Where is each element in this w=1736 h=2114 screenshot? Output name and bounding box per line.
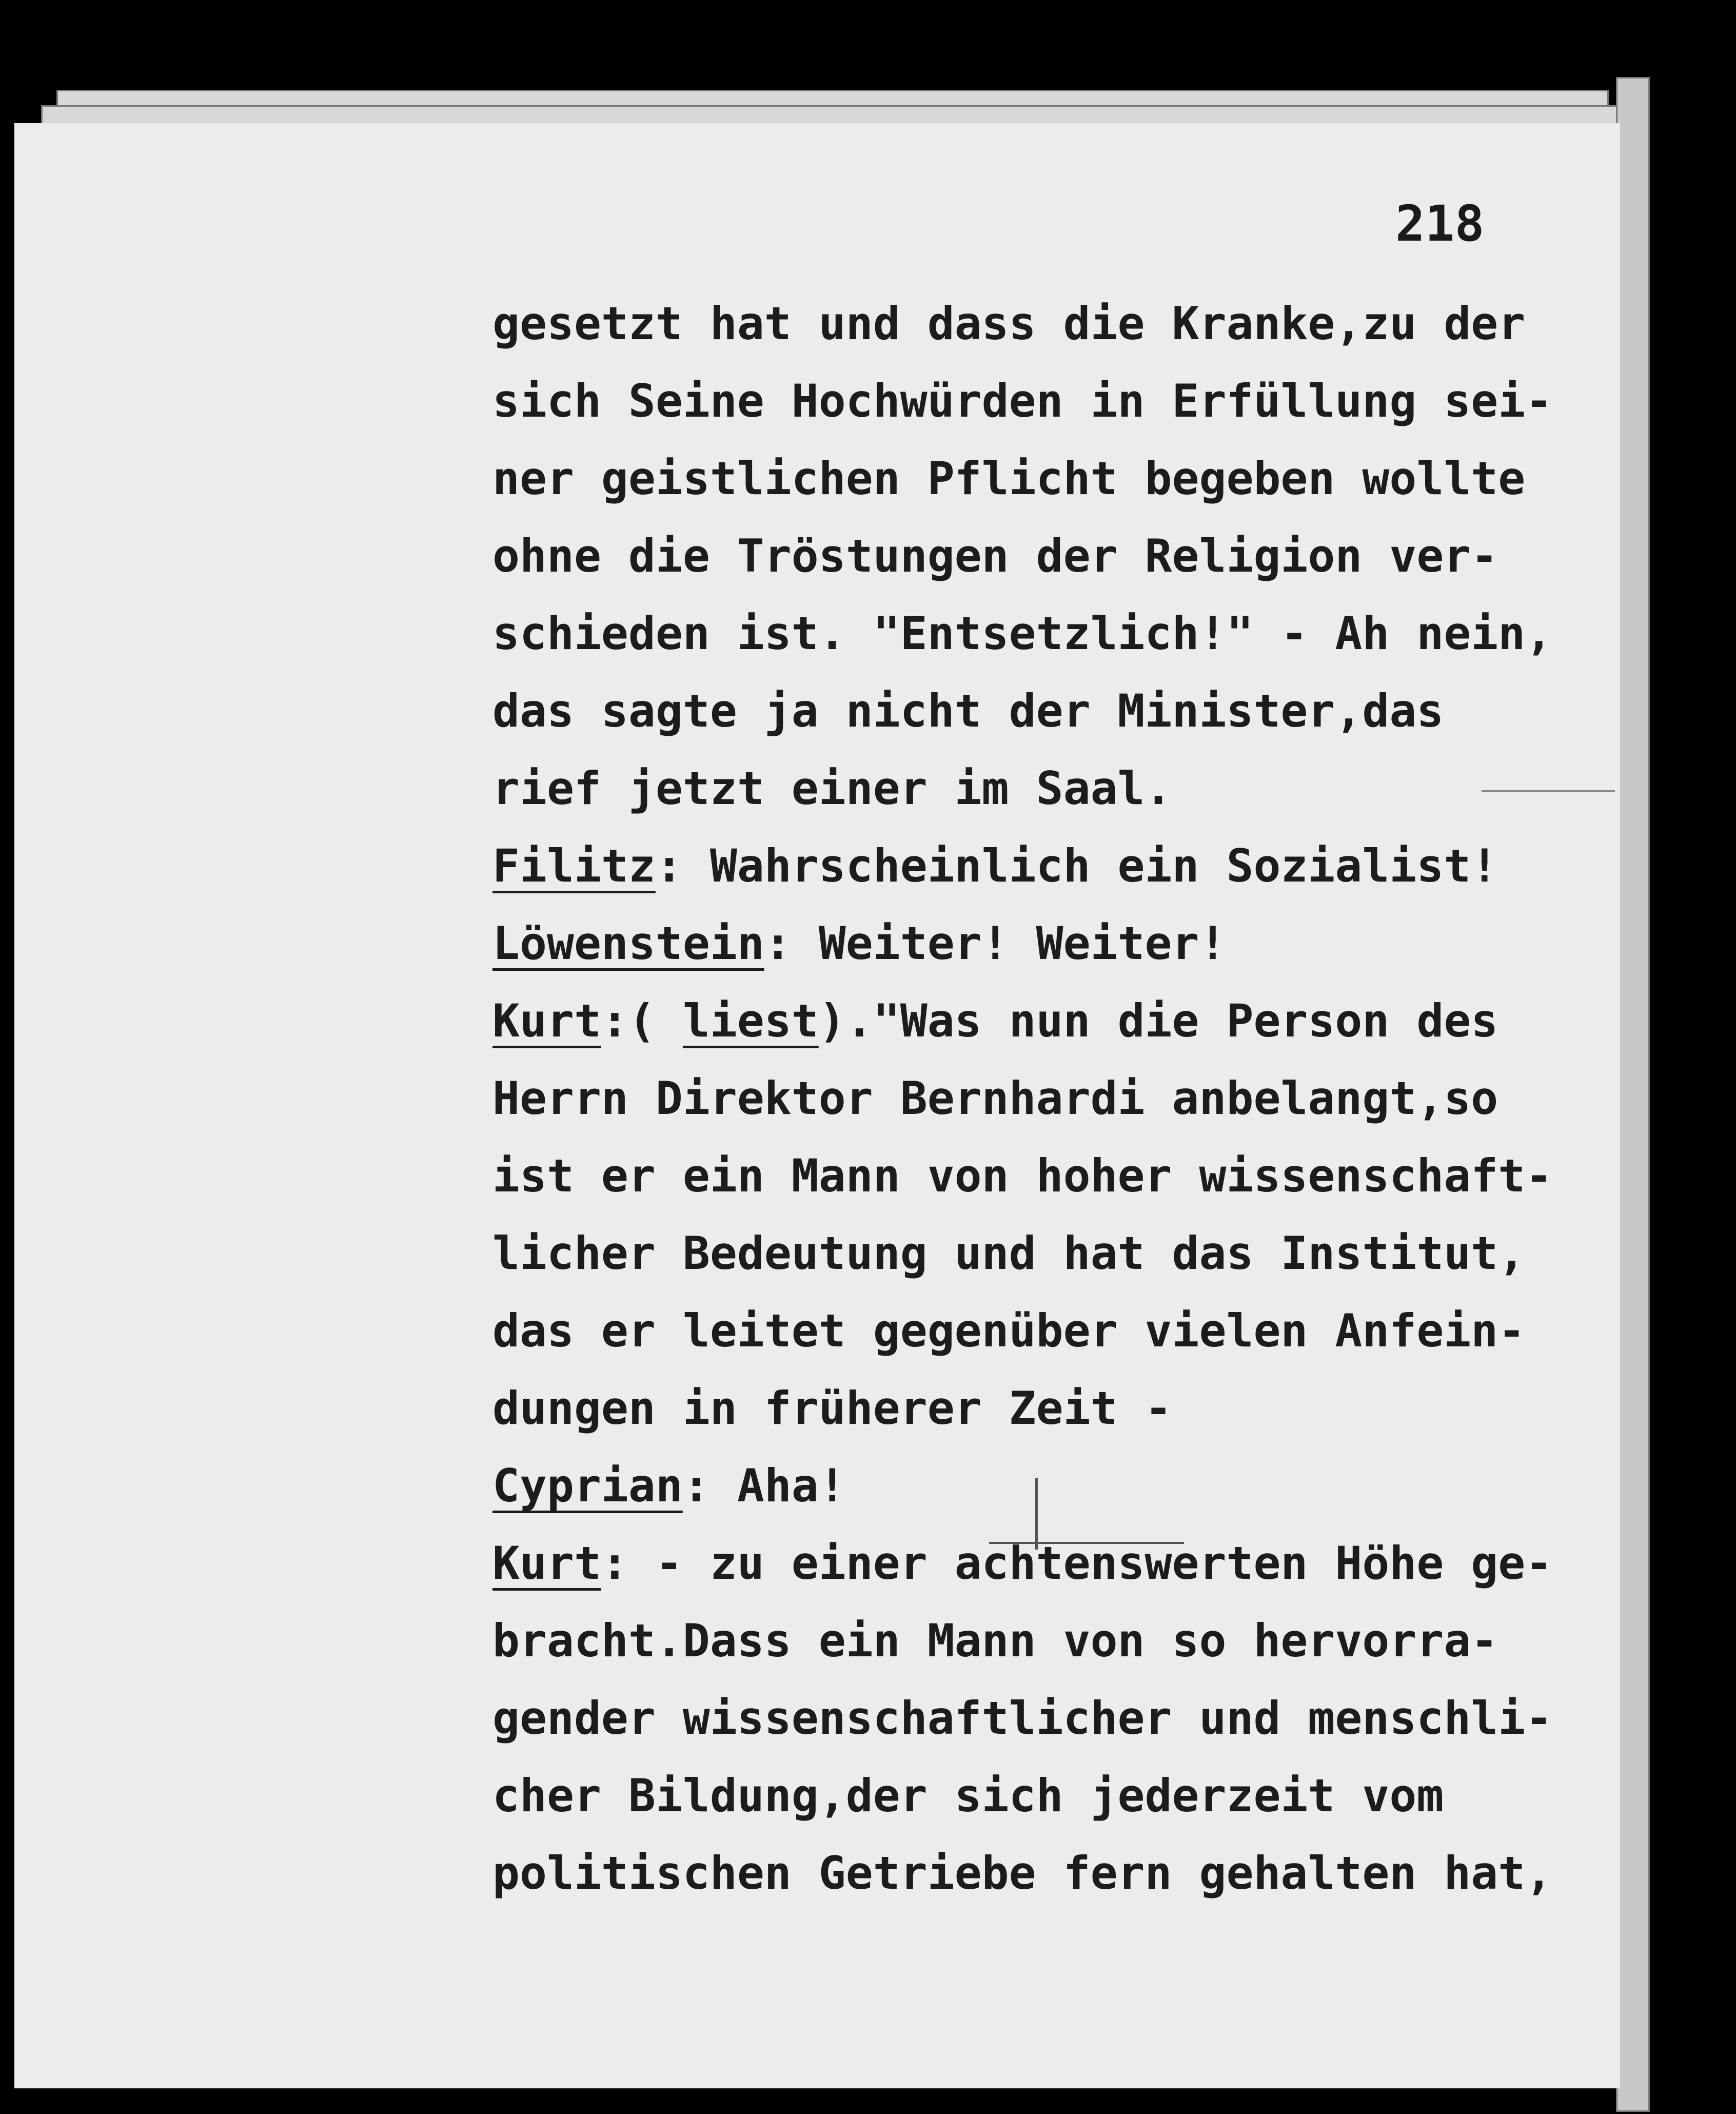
text-line: schieden ist. "Entsetzlich!" - Ah nein,: [492, 607, 1553, 660]
speaker-name: Filitz: [492, 839, 656, 892]
text-line: rief jetzt einer im Saal.: [492, 762, 1172, 815]
text-line: dungen in früherer Zeit -: [492, 1382, 1172, 1435]
dialogue-line: [492, 1524, 1560, 1602]
text-line: das sagte ja nicht der Minister,das: [492, 684, 1444, 737]
speaker-name: Cyprian: [492, 1459, 683, 1512]
text-line: cher Bildung,der sich jederzeit vom: [492, 1769, 1444, 1822]
dialogue-text: : Wahrscheinlich ein Sozialist!: [655, 839, 1498, 892]
stage-direction: liest: [682, 994, 819, 1047]
dialogue-text: : - zu einer achtenswerten Höhe ge-: [601, 1537, 1553, 1590]
dialogue-line: [492, 1447, 1560, 1524]
speaker-name: Kurt: [492, 1537, 601, 1590]
dialogue-text: )."Was nun die Person des: [818, 994, 1498, 1047]
text-line: gesetzt hat und dass die Kranke,zu der: [492, 297, 1526, 350]
dialogue-text: :(: [601, 994, 683, 1047]
dialogue-text: : Weiter! Weiter!: [764, 917, 1227, 970]
dialogue-text: : Aha!: [682, 1459, 846, 1512]
text-line: licher Bedeutung und hat das Institut,: [492, 1227, 1526, 1280]
text-line: gender wissenschaftlicher und menschli-: [492, 1692, 1553, 1745]
page-number: 218: [1395, 195, 1485, 252]
text-line: politischen Getriebe fern gehalten hat,: [492, 1847, 1553, 1900]
dialogue-line: [492, 827, 1560, 905]
dialogue-line: [492, 905, 1560, 982]
text-line: bracht.Dass ein Mann von so hervorra-: [492, 1614, 1498, 1667]
text-line: ist er ein Mann von hoher wissenschaft-: [492, 1149, 1553, 1202]
text-line: ohne die Tröstungen der Religion ver-: [492, 530, 1498, 582]
text-line: das er leitet gegenüber vielen Anfein-: [492, 1304, 1526, 1357]
speaker-name: Kurt: [492, 994, 601, 1047]
text-line: Herrn Direktor Bernhardi anbelangt,so: [492, 1072, 1498, 1125]
text-line: ner geistlichen Pflicht begeben wollte: [492, 452, 1526, 505]
background-sheet: [1616, 77, 1650, 2112]
typescript-text: [492, 285, 1560, 1912]
dialogue-line: [492, 982, 1560, 1060]
speaker-name: Löwenstein: [492, 917, 764, 970]
text-line: sich Seine Hochwürden in Erfüllung sei-: [492, 375, 1553, 427]
